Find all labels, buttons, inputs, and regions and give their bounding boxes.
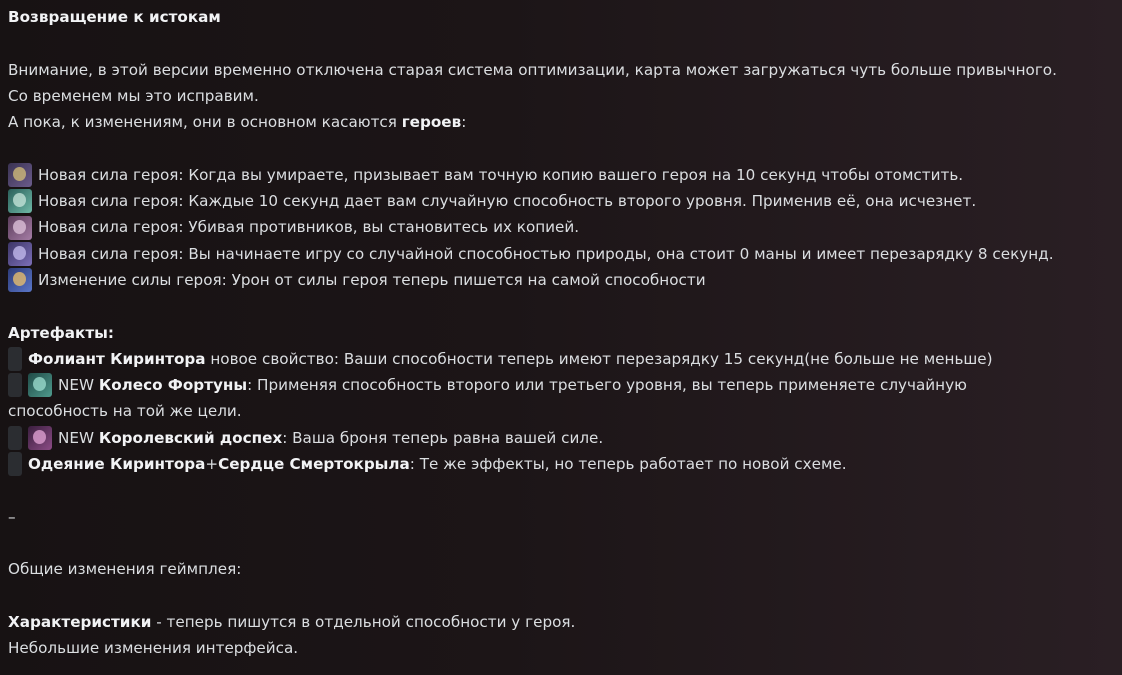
intro-line-1: Внимание, в этой версии временно отключена старая система оптимизации, карта может загружаться чуть больше привычного. — [8, 60, 1057, 79]
artifacts-heading: Артефакты: — [8, 323, 114, 342]
general-heading: Общие изменения геймплея: — [8, 560, 242, 579]
hero-change-item: Изменение силы героя: Урон от силы героя теперь пишется на самой способности — [8, 267, 1116, 293]
spacer — [8, 477, 1116, 503]
stats-line: Характеристики - теперь пишутся в отдельной способности у героя. — [8, 612, 576, 631]
missing-emoji-placeholder — [8, 347, 22, 371]
artifact-item: Фолиант Киринтора новое свойство: Ваши способности теперь имеют перезарядку 15 секунд(не больше не меньше) — [8, 346, 1116, 372]
spacer — [8, 30, 1116, 56]
spacer — [8, 530, 1116, 556]
artifact-item: NEW Колесо Фортуны : Применяя способность второго или третьего уровня, вы теперь применяете случайную — [8, 372, 1116, 398]
spacer — [8, 135, 1116, 161]
artifact-item: NEW Королевский доспех : Ваша броня теперь равна вашей силе. — [8, 425, 1116, 451]
hero-change-item: Новая сила героя: Убивая противников, вы становитесь их копией. — [8, 214, 1116, 240]
artifact-item-continuation: способность на той же цели. — [8, 402, 242, 421]
spacer — [8, 583, 1116, 609]
teal-spell-icon[interactable] — [8, 189, 32, 213]
separator: – — [8, 507, 16, 526]
intro-line-2: Со временем мы это исправим. — [8, 86, 259, 105]
hero-change-item: Новая сила героя: Вы начинаете игру со случайной способностью природы, она стоит 0 маны и имеет перезарядку 8 секунд. — [8, 241, 1116, 267]
nature-spell-icon[interactable] — [8, 242, 32, 266]
message-title: Возвращение к истокам — [8, 8, 221, 26]
missing-emoji-placeholder — [8, 452, 22, 476]
missing-emoji-placeholder — [8, 426, 22, 450]
spacer — [8, 293, 1116, 319]
hero-change-item: Новая сила героя: Каждые 10 секунд дает вам случайную способность второго уровня. Применив её, она исчезнет. — [8, 188, 1116, 214]
intro-line-3: А пока, к изменениям, они в основном касаются героев : — [8, 113, 467, 132]
skull-mage-icon[interactable] — [8, 163, 32, 187]
mirror-image-icon[interactable] — [8, 216, 32, 240]
hero-power-icon[interactable] — [8, 268, 32, 292]
missing-emoji-placeholder — [8, 373, 22, 397]
artifact-item: Одеяние Киринтора + Сердце Смертокрыла : Те же эффекты, но теперь работает по новой схеме. — [8, 451, 1116, 477]
ui-changes-line: Небольшие изменения интерфейса. — [8, 639, 299, 658]
message-content — [8, 4, 1116, 661]
hero-change-item: Новая сила героя: Когда вы умираете, призывает вам точную копию вашего героя на 10 секунд чтобы отомстить. — [8, 162, 1116, 188]
royal-armor-icon[interactable] — [28, 426, 52, 450]
wheel-of-fortune-icon[interactable] — [28, 373, 52, 397]
